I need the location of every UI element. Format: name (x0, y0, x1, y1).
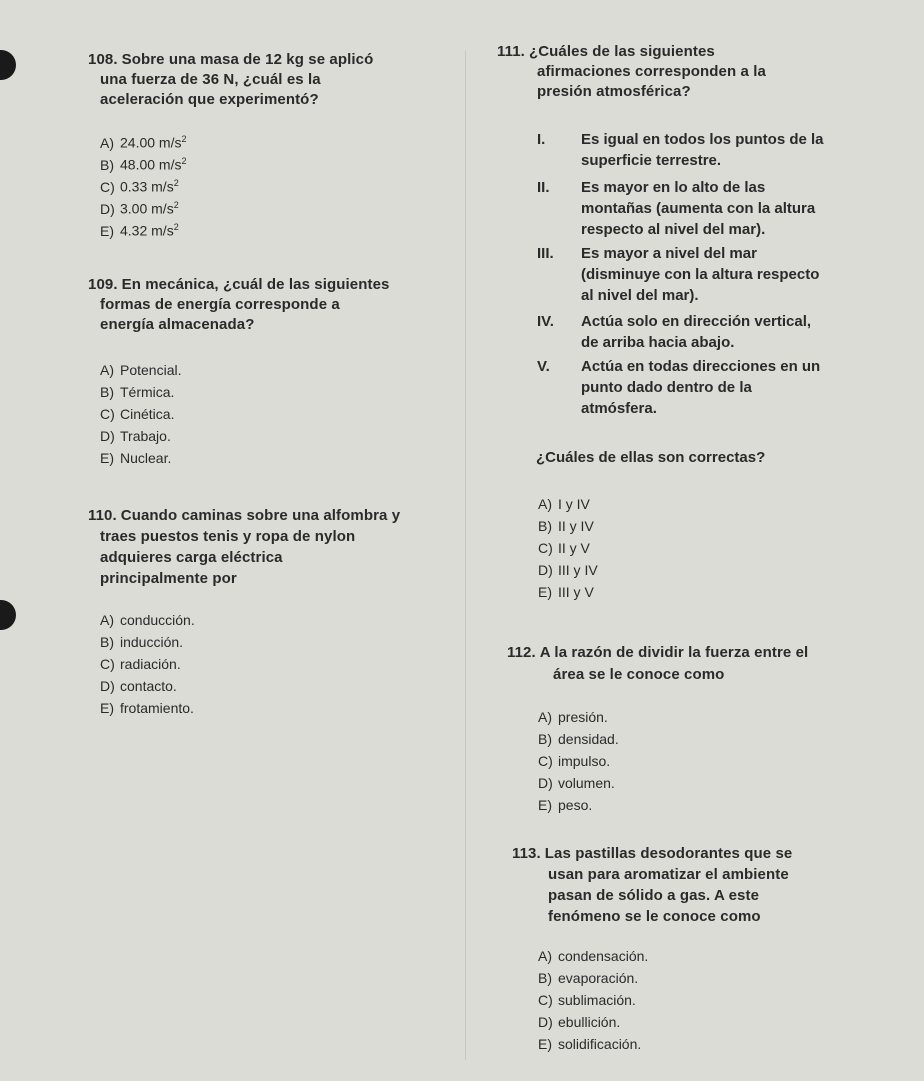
option-b[interactable]: B) Térmica. (100, 384, 175, 400)
statement-numeral: IV. (537, 313, 554, 330)
options-111 (538, 493, 598, 603)
statement-numeral: I. (537, 131, 546, 148)
question-108 (88, 50, 373, 110)
question-text-line: principalmente por (100, 570, 237, 587)
option-c[interactable]: C) 0.33 $m/s^2$ (100, 178, 179, 195)
statement-text-line: Es mayor en lo alto de las (581, 179, 766, 196)
option-e[interactable]: E) peso. (538, 797, 593, 813)
option-c[interactable]: C) Cinética. (100, 406, 175, 422)
statement-ii (537, 177, 815, 240)
column-divider (465, 50, 466, 1060)
question-111 (497, 42, 766, 102)
statement-numeral: II. (537, 179, 550, 196)
binder-hole-top (0, 50, 16, 80)
question-110 (88, 505, 400, 589)
closing-question: ¿Cuáles de ellas son correctas? (536, 449, 766, 466)
option-e[interactable]: E) frotamiento. (100, 700, 194, 716)
question-number: 109. (88, 276, 118, 293)
statement-numeral: III. (537, 245, 554, 262)
question-text-line: Cuando caminas sobre una alfombra y (120, 507, 401, 524)
question-text-line: energía almacenada? (100, 316, 255, 333)
question-text-line: presión atmosférica? (537, 83, 691, 100)
statement-text-line: superficie terrestre. (581, 152, 722, 169)
question-text-line: una fuerza de 36 N, ¿cuál es la (100, 71, 321, 88)
options-108 (100, 128, 187, 238)
statement-text-line: al nivel del mar). (581, 287, 699, 304)
option-a[interactable]: A) conducción. (100, 612, 195, 628)
statement-text-line: (disminuye con la altura respecto (581, 266, 820, 283)
question-text-line: área se le conoce como (553, 666, 725, 683)
statement-text-line: atmósfera. (581, 400, 657, 417)
option-b[interactable]: B) inducción. (100, 634, 184, 650)
statement-text-line: respecto al nivel del mar). (581, 221, 766, 238)
question-109 (88, 275, 389, 335)
option-d[interactable]: D) contacto. (100, 678, 177, 694)
option-d[interactable]: D) 3.00 $m/s^2$ (100, 200, 179, 217)
question-text-line: fenómeno se le conoce como (548, 908, 761, 925)
option-b[interactable]: B) II y IV (538, 518, 594, 534)
option-a[interactable]: A) Potencial. (100, 362, 182, 378)
binder-hole-middle (0, 600, 16, 630)
statement-text-line: Es igual en todos los puntos de la (581, 131, 824, 148)
option-c[interactable]: C) II y V (538, 540, 590, 556)
statement-text-line: Actúa solo en dirección vertical, (581, 313, 812, 330)
question-text-line: afirmaciones corresponden a la (537, 63, 766, 80)
options-109 (100, 359, 181, 469)
question-text-line: pasan de sólido a gas. A este (548, 887, 760, 904)
options-112 (538, 706, 619, 816)
question-number: 112. (507, 644, 536, 661)
question-number: 110. (88, 507, 117, 524)
question-text-line: usan para aromatizar el ambiente (548, 866, 789, 883)
option-e[interactable]: E) 4.32 $m/s^2$ (100, 222, 179, 239)
question-text-line: A la razón de dividir la fuerza entre el (539, 644, 809, 661)
statement-iii (537, 243, 819, 306)
option-c[interactable]: C) radiación. (100, 656, 181, 672)
option-d[interactable]: D) volumen. (538, 775, 615, 791)
option-c[interactable]: C) impulso. (538, 753, 611, 769)
question-text-line: aceleración que experimentó? (100, 91, 319, 108)
question-text-line: Sobre una masa de 12 kg se aplicó (121, 51, 374, 68)
question-text-line: adquieres carga eléctrica (100, 549, 283, 566)
option-d[interactable]: D) III y IV (538, 562, 598, 578)
question-text-line: En mecánica, ¿cuál de las siguientes (121, 276, 390, 293)
statement-text-line: punto dado dentro de la (581, 379, 752, 396)
option-b[interactable]: B) 48.00 $m/s^2$ (100, 156, 187, 173)
question-number: 108. (88, 51, 118, 68)
option-b[interactable]: B) densidad. (538, 731, 619, 747)
statement-i (537, 129, 824, 171)
question-text-line: ¿Cuáles de las siguientes (528, 43, 715, 60)
question-113 (512, 843, 792, 927)
options-110 (100, 609, 195, 719)
option-c[interactable]: C) sublimación. (538, 992, 636, 1008)
option-e[interactable]: E) solidificación. (538, 1036, 642, 1052)
options-113 (538, 945, 648, 1055)
question-text-line: traes puestos tenis y ropa de nylon (100, 528, 356, 545)
option-a[interactable]: A) presión. (538, 709, 608, 725)
question-number: 111. (497, 43, 525, 60)
option-e[interactable]: E) Nuclear. (100, 450, 172, 466)
option-a[interactable]: A) I y IV (538, 496, 590, 512)
option-a[interactable]: A) 24.00 $m/s^2$ (100, 134, 187, 151)
statement-text-line: montañas (aumenta con la altura (581, 200, 816, 217)
option-e[interactable]: E) III y V (538, 584, 594, 600)
question-text-line: Las pastillas desodorantes que se (544, 845, 793, 862)
question-number: 113. (512, 845, 541, 862)
option-b[interactable]: B) evaporación. (538, 970, 639, 986)
question-112 (507, 642, 808, 686)
statement-text-line: de arriba hacia abajo. (581, 334, 735, 351)
option-a[interactable]: A) condensación. (538, 948, 649, 964)
statement-text-line: Es mayor a nivel del mar (581, 245, 757, 262)
question-text-line: formas de energía corresponde a (100, 296, 340, 313)
statement-numeral: V. (537, 358, 550, 375)
statement-iv (537, 311, 811, 353)
option-d[interactable]: D) ebullición. (538, 1014, 621, 1030)
statement-text-line: Actúa en todas direcciones en un (581, 358, 821, 375)
option-d[interactable]: D) Trabajo. (100, 428, 171, 444)
statement-v (537, 356, 820, 419)
